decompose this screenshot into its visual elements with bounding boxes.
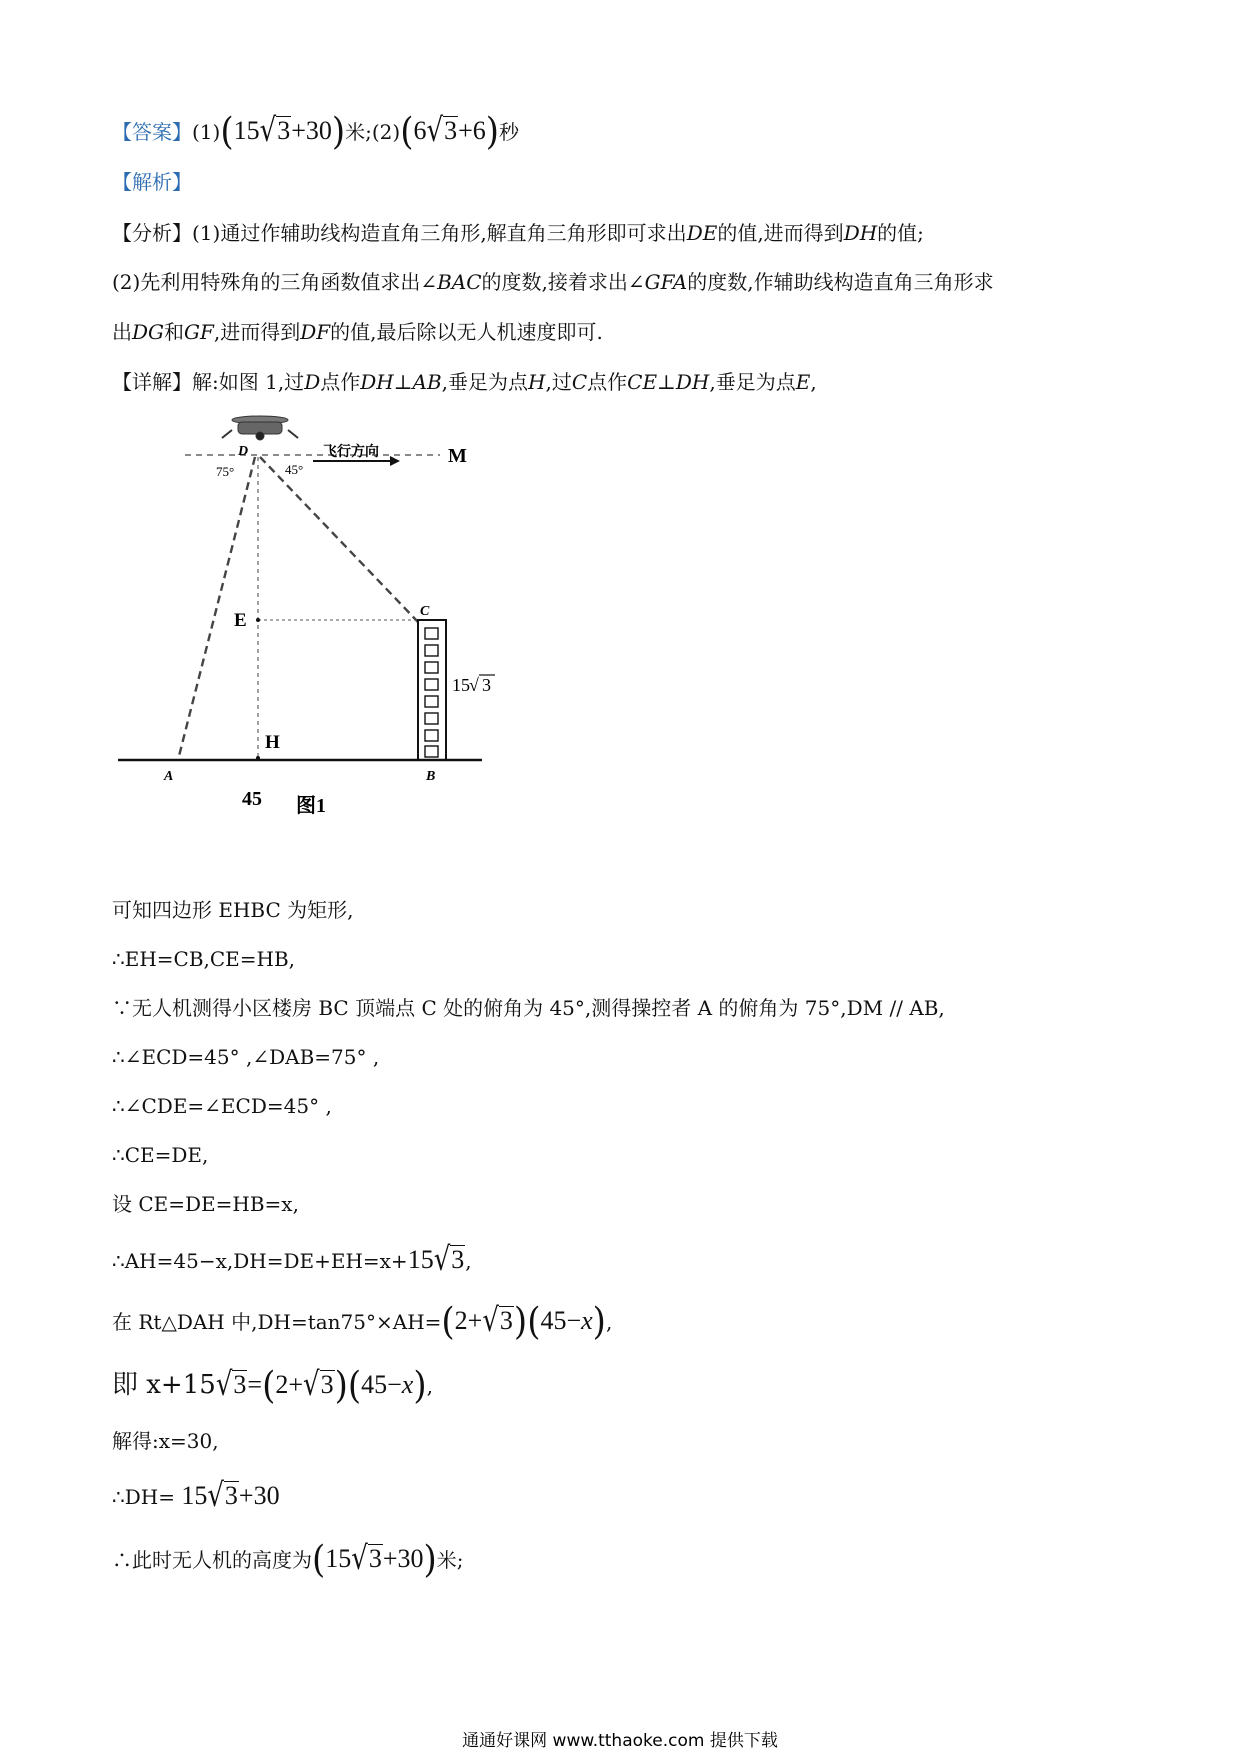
angle-45-label: 45°	[285, 462, 304, 477]
equation-text: ∴AH=45−x,DH=DE+EH=x+	[112, 1249, 408, 1273]
step-line: ∵无人机测得小区楼房 BC 顶端点 C 处的俯角为 45°,测得操控者 A 的俯角为 75°,DM // AB,	[112, 996, 945, 1020]
equation-term: 45−	[540, 1306, 582, 1335]
equation-text: 即 x+15	[112, 1370, 216, 1400]
equation-text: ,	[605, 1310, 613, 1334]
equation-tan75: 在 Rt△DAH 中,DH=tan75°×AH=(2+√3)(45−x),	[112, 1299, 613, 1344]
analysis-label: 【分析】	[112, 221, 192, 245]
equation-term: 45−	[361, 1370, 402, 1399]
equation-coef: 15	[325, 1544, 352, 1573]
detail-line	[112, 370, 817, 394]
equation-term: +30	[238, 1481, 280, 1510]
math-var: DF	[300, 320, 331, 344]
label-a: A	[164, 769, 174, 784]
answer-unit2: 秒	[499, 120, 519, 144]
analysis-line-1	[112, 221, 924, 245]
equation-term: 2+	[454, 1306, 483, 1335]
figure-caption: 图1	[296, 795, 326, 817]
equation-text: 米;	[436, 1548, 464, 1572]
equation-text: ,	[465, 1249, 472, 1273]
analysis-text: (1)通过作辅助线构造直角三角形,解直角三角形即可求出	[192, 221, 687, 245]
equation-text: ∴DH=	[112, 1485, 175, 1509]
equation-text: 在 Rt△DAH 中,DH=tan75°×AH=	[112, 1310, 442, 1334]
answer-unit1: 米;	[345, 120, 372, 144]
label-m: M	[448, 445, 467, 467]
math-var: DH	[843, 221, 878, 245]
answer-value2-coef: 6	[413, 116, 427, 145]
angle-75-label: 75°	[216, 464, 235, 479]
step-line: ∴∠CDE=∠ECD=45° ,	[112, 1094, 332, 1118]
label-h: H	[265, 732, 280, 753]
answer-value1-coef: 15	[233, 116, 260, 145]
equation-solve: 即 x+15√3=(2+√3)(45−x),	[112, 1363, 433, 1408]
equation-equals: =	[247, 1370, 263, 1399]
math-var: H	[528, 370, 546, 394]
equation-conclusion: ∴此时无人机的高度为(15√3+30)米;	[112, 1537, 464, 1582]
equation-text: ,	[426, 1374, 433, 1398]
math-expr: DH⊥AB	[360, 370, 442, 394]
math-var: DE	[686, 221, 718, 245]
step-line: ∴∠ECD=45° ,∠DAB=75° ,	[112, 1045, 380, 1069]
math-var: GF	[184, 320, 214, 344]
step-line: ∴CE=DE,	[112, 1143, 209, 1167]
math-var: C	[571, 370, 588, 394]
equation-radicand: 3	[320, 1370, 334, 1399]
equation-radicand: 3	[499, 1306, 513, 1335]
equation-result: 解得:x=30,	[112, 1429, 219, 1453]
analysis-text: 的度数,作辅助线构造直角三角形求	[687, 270, 994, 294]
base-length-label: 45	[242, 788, 262, 810]
equation-coef: 15	[407, 1245, 434, 1274]
label-c: C	[420, 604, 430, 619]
answer-value1-add: +30	[291, 116, 332, 145]
flight-direction-label: 飞行方向	[323, 445, 379, 460]
answer-line: 【答案】(1)(15√3+30)米;(2)(6√3+6)秒	[112, 109, 519, 154]
step-line: 设 CE=DE=HB=x,	[112, 1192, 299, 1216]
step-line: ∴EH=CB,CE=HB,	[112, 947, 296, 971]
detail-text: 解:如图 1,过	[192, 370, 305, 394]
analysis-line-2	[112, 270, 994, 294]
analysis-text: 的值;	[877, 221, 924, 245]
label-d: D	[238, 444, 249, 459]
answer-part2-label: (2)	[371, 120, 401, 144]
equation-term: +30	[382, 1544, 424, 1573]
detail-text: 点作	[587, 370, 628, 394]
analysis-text: 出	[112, 320, 132, 344]
equation-radicand: 3	[233, 1370, 247, 1399]
detail-text: ,垂足为点	[709, 370, 796, 394]
detail-text: ,过	[545, 370, 572, 394]
analysis-text: 和	[164, 320, 185, 344]
math-var: BAC	[437, 270, 482, 294]
answer-value1-radicand: 3	[277, 116, 291, 145]
equation-term: 2+	[275, 1370, 303, 1399]
building-height-radicand: 3	[482, 675, 491, 695]
page-footer: 通通好课网 www.tthaoke.com 提供下载	[462, 1731, 778, 1751]
analysis-text: 的度数,接着求出∠	[481, 270, 645, 294]
math-var: D	[304, 370, 321, 394]
equation-text: ∴此时无人机的高度为	[112, 1548, 312, 1572]
building-bc	[418, 620, 446, 760]
answer-part1-label: (1)	[192, 120, 221, 144]
math-var: DG	[132, 320, 165, 344]
analysis-text: ,进而得到	[213, 320, 301, 344]
figure-1-diagram	[110, 412, 510, 822]
equation-radicand: 3	[451, 1245, 465, 1274]
math-var: E	[795, 370, 811, 394]
building-height-coef: 15	[452, 675, 470, 695]
math-expr: CE⊥DH	[627, 370, 710, 394]
detail-label: 【详解】	[112, 370, 192, 394]
sqrt-symbol: √	[469, 675, 479, 695]
analysis-text: 的值,最后除以无人机速度即可.	[330, 320, 603, 344]
line-dc	[260, 457, 418, 622]
analysis-text: 的值,进而得到	[717, 221, 844, 245]
equation-radicand: 3	[368, 1544, 382, 1573]
detail-text: ,	[810, 370, 817, 394]
label-e: E	[234, 610, 247, 631]
analysis-text: (2)先利用特殊角的三角函数值求出∠	[112, 270, 438, 294]
equation-dh-value: ∴DH= 15√3+30	[112, 1477, 280, 1515]
line-da	[178, 457, 255, 760]
equation-coef: 15	[181, 1481, 208, 1510]
detail-text: 点作	[320, 370, 361, 394]
step-line: 可知四边形 EHBC 为矩形,	[112, 898, 354, 922]
answer-label: 【答案】	[112, 120, 192, 144]
answer-value2-add: +6	[458, 116, 486, 145]
equation-ah-dh: ∴AH=45−x,DH=DE+EH=x+15√3,	[112, 1241, 472, 1279]
math-var: x	[401, 1370, 414, 1399]
math-var: GFA	[644, 270, 688, 294]
math-var: x	[581, 1306, 593, 1335]
answer-value2-radicand: 3	[444, 116, 458, 145]
detail-text: ,垂足为点	[441, 370, 529, 394]
equation-radicand: 3	[224, 1481, 238, 1510]
analysis-line-3	[112, 320, 603, 344]
analysis-title: 【解析】	[112, 170, 192, 194]
label-b: B	[426, 769, 436, 784]
drone-icon	[222, 416, 298, 440]
